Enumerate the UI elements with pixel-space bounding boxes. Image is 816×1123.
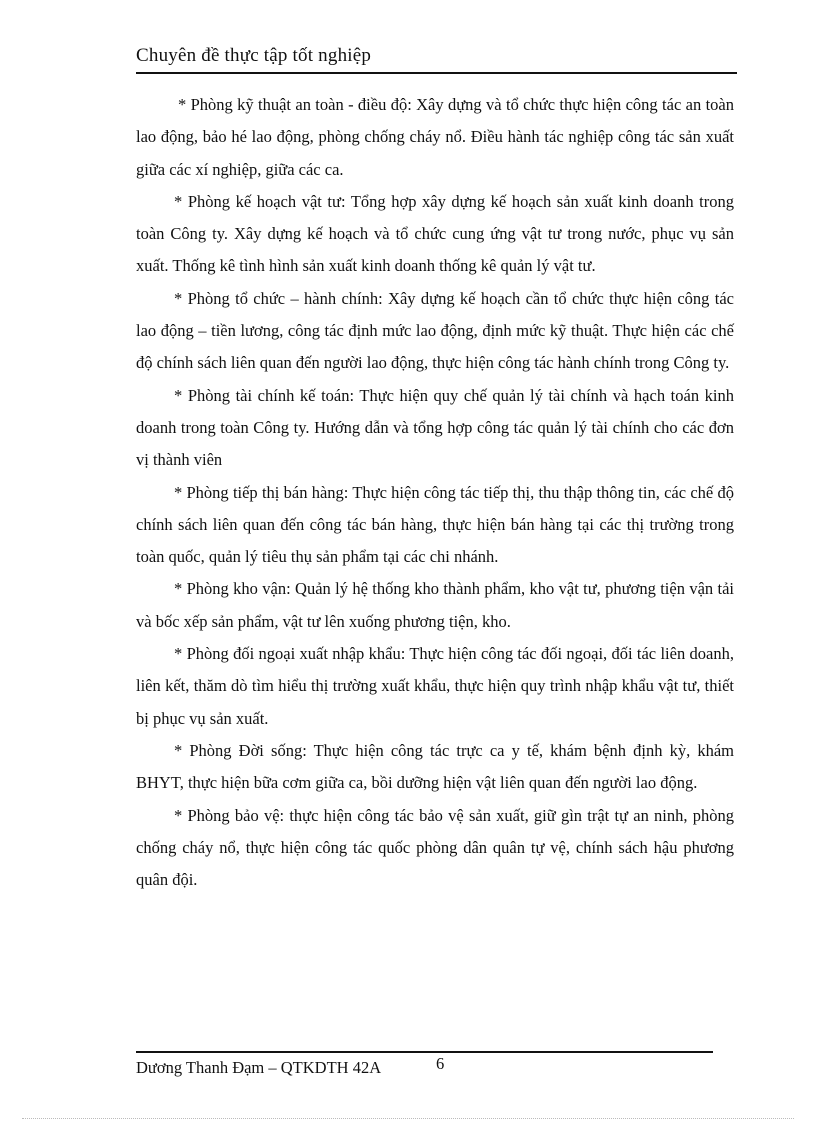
page-number: 6: [436, 1054, 445, 1073]
footer-rule: [136, 1051, 713, 1053]
paragraph-safety-dept: * Phòng kỹ thuật an toàn - điều độ: Xây dựng và tổ chức thực hiện công tác an toàn lao động, bảo hé lao động, phòng chống cháy nổ. Điều hành tác nghiệp công tác sản xuất giữa các xí nghiệp, giữa các ca.: [136, 95, 734, 179]
paragraph-finance-dept: * Phòng tài chính kế toán: Thực hiện quy chế quản lý tài chính và hạch toán kinh doanh trong toàn Công ty. Hướng dẫn và tổng hợp công tác quản lý tài chính cho các đơn vị thành viên: [136, 385, 734, 470]
paragraph-welfare-dept: * Phòng Đời sống: Thực hiện công tác trực ca y tế, khám bệnh định kỳ, khám BHYT, thực hiện bữa cơm giữa ca, bồi dưỡng hiện vật liên quan đến người lao động.: [136, 740, 734, 793]
running-header: Chuyên đề thực tập tốt nghiệp: [136, 45, 372, 66]
paragraph-sales-dept: * Phòng tiếp thị bán hàng: Thực hiện công tác tiếp thị, thu thập thông tin, các chế độ chính sách liên quan đến công tác bán hàng, thực hiện bán hàng tại các thị trường trong toàn quốc, quản lý tiêu thụ sản phẩm tại các chi nhánh.: [136, 482, 734, 567]
page-edge-divider: [22, 1118, 794, 1119]
paragraph-admin-dept: * Phòng tổ chức – hành chính: Xây dựng kế hoạch cần tổ chức thực hiện công tác lao động – tiền lương, công tác định mức lao động, định mức kỹ thuật. Thực hiện các chế độ chính sách liên quan đến người lao động, thực hiện công tác hành chính trong Công ty.: [136, 288, 734, 373]
paragraph-import-export-dept: * Phòng đối ngoại xuất nhập khẩu: Thực hiện công tác đối ngoại, đối tác liên doanh, liên kết, thăm dò tìm hiểu thị trường xuất khẩu, thực hiện quy trình nhập khẩu vật tư, thiết bị phục vụ sản xuất.: [136, 644, 734, 728]
paragraph-security-dept: * Phòng bảo vệ: thực hiện công tác bảo vệ sản xuất, giữ gìn trật tự an ninh, phòng chống cháy nổ, thực hiện công tác quốc phòng dân quân tự vệ, chính sách hậu phương quân đội.: [136, 805, 734, 890]
document-body: [136, 89, 734, 896]
footer-author: Dương Thanh Đạm – QTKDTH 42A: [136, 1058, 382, 1077]
paragraph-logistics-dept: * Phòng kho vận: Quản lý hệ thống kho thành phẩm, kho vật tư, phương tiện vận tải và bốc xếp sản phẩm, vật tư lên xuống phương tiện, kho.: [136, 579, 734, 631]
paragraph-planning-dept: * Phòng kế hoạch vật tư: Tổng hợp xây dựng kế hoạch sản xuất kinh doanh trong toàn Công ty. Xây dựng kế hoạch và tổ chức cung ứng vật tư trong nước, phục vụ sản xuất. Thống kê tình hình sản xuất kinh doanh thống kê quản lý vật tư.: [136, 191, 734, 276]
header-rule: [136, 72, 737, 74]
